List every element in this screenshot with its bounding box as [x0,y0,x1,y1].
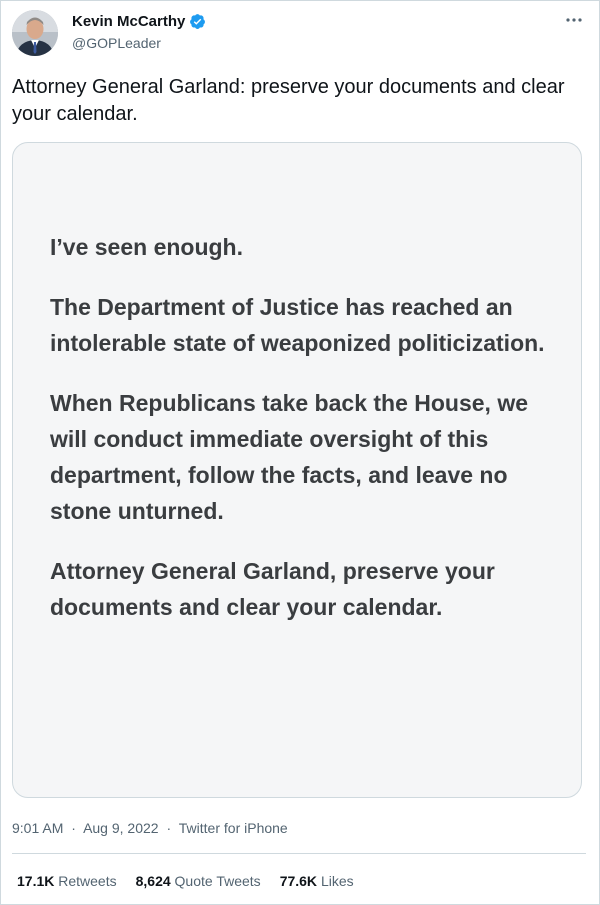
tweet-source[interactable]: Twitter for iPhone [178,820,288,836]
divider [12,853,586,854]
tweet-meta [12,820,288,836]
retweets-label: Retweets [58,873,117,889]
quote-tweets-label: Quote Tweets [174,873,261,889]
author-avatar[interactable] [12,10,58,56]
quote-tweets-count: 8,624 [135,873,171,889]
statement-paragraph: I’ve seen enough. [50,234,243,260]
retweets-count: 17.1K [17,873,55,889]
retweets-stat[interactable] [17,873,117,889]
tweet-media-image[interactable] [12,142,582,798]
engagement-stats [17,873,354,889]
likes-count: 77.6K [279,873,318,889]
statement-paragraph: The Department of Justice has reached an intolerable state of weaponized politicization. [50,294,545,356]
statement-text [50,229,555,649]
author-name-row [72,13,206,30]
tweet-time[interactable]: 9:01 AM [12,820,64,836]
quote-tweets-stat[interactable] [136,873,261,889]
more-horizontal-icon[interactable] [562,10,586,30]
likes-label: Likes [320,873,354,889]
avatar-photo-icon [12,10,58,56]
author-display-name[interactable]: Kevin McCarthy [72,13,186,30]
tweet-date[interactable]: Aug 9, 2022 [83,820,159,836]
verified-badge-icon [189,13,206,30]
tweet-text: Attorney General Garland: preserve your documents and clear your calendar. [12,76,565,125]
meta-separator: · [71,820,76,836]
statement-paragraph: When Republicans take back the House, we will conduct immediate oversight of this department, follow the facts, and leave no stone unturned. [50,390,529,524]
meta-separator: · [166,820,172,836]
likes-stat[interactable] [280,873,354,889]
author-handle[interactable]: @GOPLeader [72,35,161,51]
statement-paragraph: Attorney General Garland, preserve your documents and clear your calendar. [50,558,495,620]
